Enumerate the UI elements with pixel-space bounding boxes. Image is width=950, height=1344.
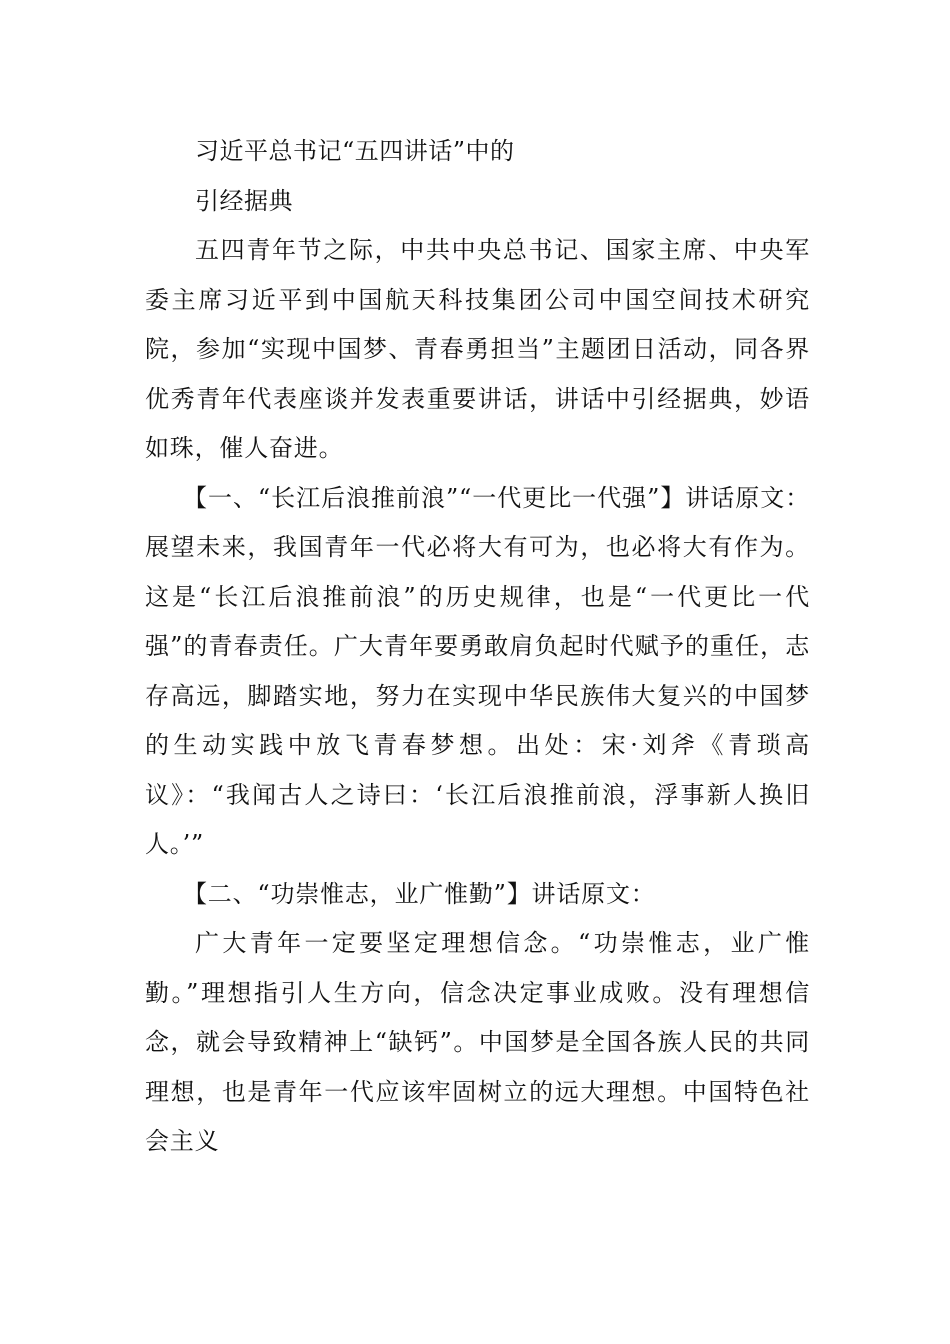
title-line-2: 引经据典: [195, 186, 293, 215]
section-1-paragraph: 【一、“长江后浪推前浪”“一代更比一代强”】讲话原文：展望未来，我国青年一代必将大有可为，也必将大有作为。这是“长江后浪推前浪”的历史规律，也是“一代更比一代强”的青春责任。广大青年要勇敢肩负起时代赋予的重任，志存高远，脚踏实地，努力在实现中华民族伟大复兴的中国梦的生动实践中放飞青春梦想。出处：宋·刘斧《青琐高议》：“我闻古人之诗曰：‘长江后浪推前浪，浮事新人换旧人。’”: [145, 483, 810, 858]
document-body: [145, 127, 810, 1167]
section-2-heading: 【二、“功崇惟志，业广惟勤”】讲话原文：: [183, 879, 656, 908]
section-2-paragraph: 广大青年一定要坚定理想信念。“功崇惟志，业广惟勤。”理想指引人生方向，信念决定事业成败。没有理想信念，就会导致精神上“缺钙”。中国梦是全国各族人民的共同理想，也是青年一代应该牢固树立的远大理想。中国特色社会主义: [145, 929, 810, 1155]
title-line-1: 习近平总书记“五四讲话”中的: [195, 137, 515, 165]
intro-paragraph: 五四青年节之际，中共中央总书记、国家主席、中央军委主席习近平到中国航天科技集团公司中国空间技术研究院，参加“实现中国梦、青春勇担当”主题团日活动，同各界优秀青年代表座谈并发表重要讲话，讲话中引经据典，妙语如珠，催人奋进。: [145, 236, 810, 462]
